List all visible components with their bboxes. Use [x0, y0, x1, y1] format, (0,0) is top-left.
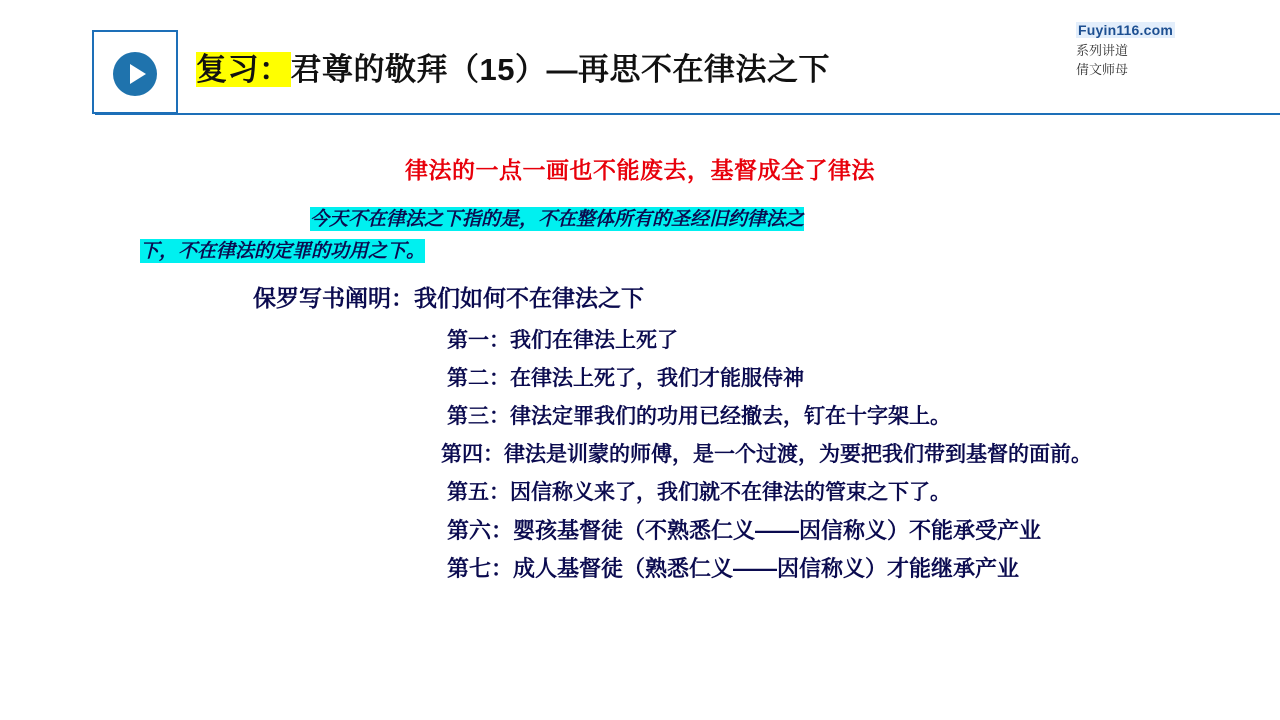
slide-header — [0, 0, 1280, 118]
list-item: 第四：律法是训蒙的师傅，是一个过渡，为要把我们带到基督的面前。 — [441, 443, 1092, 466]
section-paragraph: 保罗写书阐明：我们如何不在律法之下 — [253, 285, 644, 311]
list-item: 第二：在律法上死了，我们才能服侍神 — [447, 367, 804, 390]
list-item: 第五：因信称义来了，我们就不在律法的管束之下了。 — [447, 481, 951, 504]
highlighted-definition-line-2: 下，不在律法的定罪的功用之下。 — [140, 240, 426, 262]
numbered-points-list — [0, 322, 1280, 588]
highlighted-definition-line-1: 今天不在律法之下指的是，不在整体所有的圣经旧约律法之 — [310, 208, 805, 230]
brand-series-label: 系列讲道 — [1076, 43, 1129, 58]
page-title-main: 君尊的敬拜（15）—再思不在律法之下 — [290, 52, 830, 87]
list-item: 第七：成人基督徒（熟悉仁义——因信称义）才能继承产业 — [447, 556, 1020, 581]
list-item: 第三：律法定罪我们的功用已经撤去，钉在十字架上。 — [447, 405, 951, 428]
header-divider — [95, 113, 1280, 115]
brand-speaker-label: 倩文师母 — [1076, 62, 1129, 77]
brand-site-name: Fuyin116.com — [1078, 22, 1173, 38]
list-item: 第一：我们在律法上死了 — [447, 329, 678, 352]
list-item: 第六：婴孩基督徒（不熟悉仁义——因信称义）不能承受产业 — [447, 518, 1042, 543]
page-title-prefix: 复习： — [196, 52, 291, 87]
play-icon[interactable] — [113, 52, 157, 96]
brand-block — [1076, 22, 1266, 78]
page-title — [196, 44, 830, 89]
highlighted-definition — [140, 203, 1150, 267]
headline-statement: 律法的一点一画也不能废去，基督成全了律法 — [405, 157, 875, 183]
